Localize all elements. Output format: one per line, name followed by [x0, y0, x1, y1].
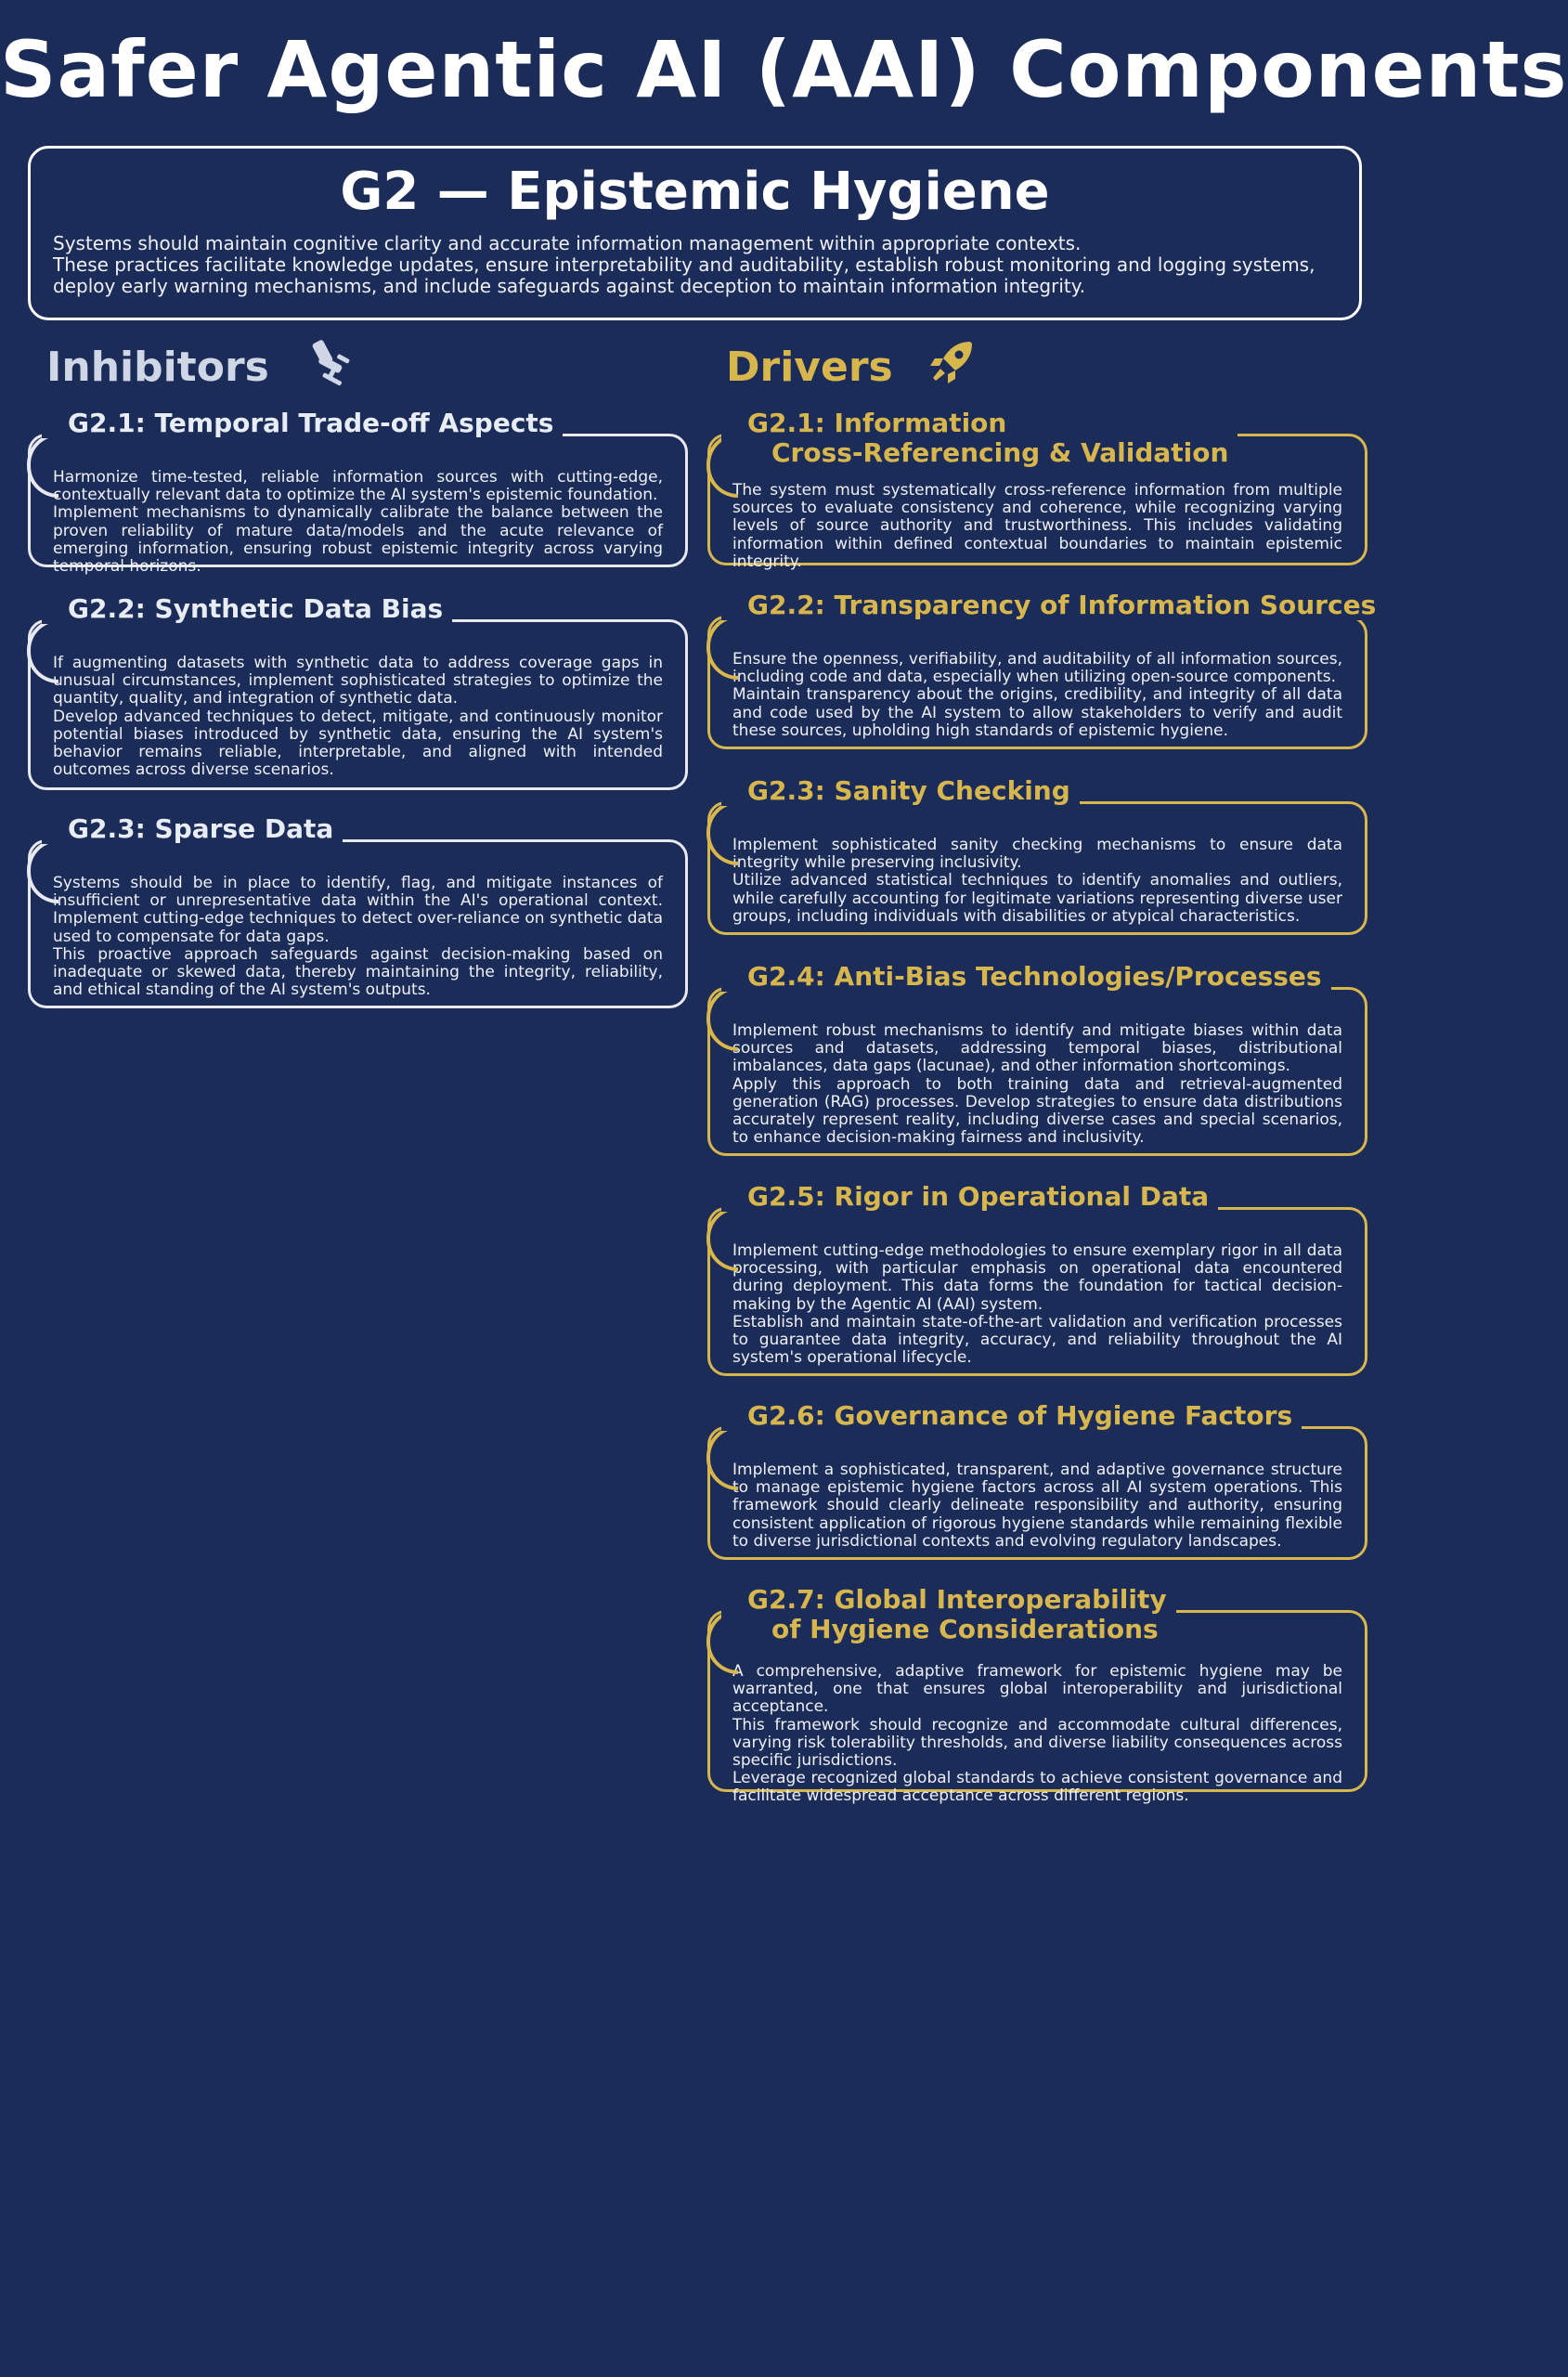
card-title	[721, 1401, 1302, 1431]
card-paragraph: Harmonize time-tested, reliable information sources with cutting-edge, contextually relevant data to optimize the AI system's epistemic foundation.	[53, 468, 663, 505]
driver-card	[707, 1584, 1367, 1806]
card-paragraph: Develop advanced techniques to detect, mitigate, and continuously monitor potential biases introduced by synthetic data, ensuring the AI system's behavior remains reliable, interpretable, and aligned with intended outcomes across diverse scenarios.	[53, 707, 663, 780]
card-paragraph: Systems should be in place to identify, flag, and mitigate instances of insufficient or unrepresentative data within the AI's operational context. Implement cutting-edge techniques to detect over-reliance on synthetic data used to compensate for data gaps.	[53, 874, 663, 946]
card-body	[732, 618, 1342, 740]
card-title-text-line2: of Hygiene Considerations	[771, 1614, 1159, 1644]
driver-card	[707, 961, 1367, 1156]
card-title-text: G2.2: Synthetic Data Bias	[68, 593, 444, 624]
card-paragraph: Apply this approach to both training data and retrieval-augmented generation (RAG) processes. Develop strategies to ensure data distributions accurately represent reality, including diverse cases and special scenarios, to enhance decision-making fairness and inclusivity.	[732, 1074, 1342, 1148]
card-paragraph: Establish and maintain state-of-the-art validation and verification processes to guarantee data integrity, accuracy, and reliability throughout the AI system's operational lifecycle.	[732, 1312, 1342, 1368]
card-title-text: G2.7: Global Interoperability	[747, 1584, 1167, 1615]
card-bracket	[706, 615, 738, 680]
inhibitors-heading	[46, 338, 356, 396]
card-body	[53, 436, 663, 576]
card-bracket	[706, 1425, 738, 1490]
card-title	[721, 776, 1080, 806]
card-paragraph: Implement sophisticated sanity checking mechanisms to ensure data integrity while preserving inclusivity.	[732, 836, 1342, 873]
card-paragraph: Implement cutting-edge methodologies to ensure exemplary rigor in all data processing, with particular emphasis on operational data encountered during deployment. This data forms the foundation for tactical decision-making by the Agentic AI (AAI) system.	[732, 1241, 1342, 1314]
card-body	[732, 1429, 1342, 1551]
inhibitor-card	[28, 408, 688, 577]
page-title: Safer Agentic AI (AAI) Components	[0, 24, 1568, 115]
driver-card	[707, 1181, 1367, 1376]
card-paragraph: The system must systematically cross-reference information from multiple sources to evaluate consistency and coherence, while recognizing varying levels of source authority and trustworthiness. This includes validating information within defined contextual boundaries to maintain epistemic integrity.	[732, 481, 1342, 571]
card-title-text: G2.2: Transparency of Information Sources	[747, 590, 1377, 620]
section-intro-box	[28, 146, 1362, 320]
card-title	[721, 1585, 1176, 1644]
card-body	[53, 842, 663, 999]
office-chair-icon	[304, 338, 356, 396]
card-title-text: G2.5: Rigor in Operational Data	[747, 1181, 1210, 1212]
drivers-heading	[726, 338, 976, 396]
card-paragraph: Implement a sophisticated, transparent, and adaptive governance structure to manage epistemic hygiene factors across all AI system operations. This framework should clearly delineate responsibility and authority, ensuring consistent application of rigorous hygiene standards while remaining flexible to diverse jurisdictional contexts and evolving regulatory landscapes.	[732, 1461, 1342, 1551]
card-title	[42, 814, 343, 844]
card-paragraph: Ensure the openness, verifiability, and auditability of all information sources, including code and data, especially when utilizing open-source components.	[732, 650, 1342, 687]
card-title-text: G2.3: Sanity Checking	[747, 775, 1070, 806]
section-paragraph: Systems should maintain cognitive clarity and accurate information management within appropriate contexts.	[53, 232, 1082, 254]
section-description	[53, 233, 1337, 297]
driver-card	[707, 1400, 1367, 1560]
card-title-text: G2.4: Anti-Bias Technologies/Processes	[747, 961, 1322, 992]
card-body	[732, 990, 1342, 1147]
card-title	[42, 594, 452, 624]
inhibitor-card	[28, 813, 688, 1008]
card-body	[732, 804, 1342, 926]
card-paragraph: Utilize advanced statistical techniques to identify anomalies and outliers, while carefully accounting for legitimate variations representing diverse user groups, including individuals with disabilities or atypical characteristics.	[732, 871, 1342, 926]
card-title-text-line2: Cross-Referencing & Validation	[771, 437, 1229, 468]
card-title	[721, 591, 1385, 620]
card-paragraph: A comprehensive, adaptive framework for epistemic hygiene may be warranted, one that ensures global interoperability and jurisdictional acceptance.	[732, 1662, 1342, 1717]
inhibitors-heading-label: Inhibitors	[46, 344, 269, 391]
card-bracket	[706, 800, 738, 865]
card-bracket	[27, 838, 58, 903]
card-bracket	[706, 986, 738, 1051]
card-title	[721, 409, 1238, 468]
card-title	[721, 1182, 1218, 1212]
driver-card	[707, 775, 1367, 935]
card-title-text: G2.1: Information	[747, 408, 1007, 438]
card-paragraph: This proactive approach safeguards against decision-making based on inadequate or skewed data, thereby maintaining the integrity, reliability, and ethical standing of the AI system's outputs.	[53, 944, 663, 1000]
card-body	[53, 622, 663, 779]
section-title: G2 — Epistemic Hygiene	[340, 162, 1050, 222]
driver-card	[707, 408, 1367, 571]
card-title	[42, 409, 563, 438]
driver-card	[707, 590, 1377, 749]
card-paragraph: Implement robust mechanisms to identify and mitigate biases within data sources and datasets, addressing temporal biases, distributional imbalances, data gaps (lacunae), and other information shortcomings.	[732, 1021, 1342, 1076]
card-bracket	[27, 433, 58, 498]
card-bracket	[27, 618, 58, 683]
card-paragraph: This framework should recognize and accommodate cultural differences, varying risk tolerability thresholds, and diverse liability consequences across specific jurisdictions.	[732, 1715, 1342, 1771]
section-paragraph: These practices facilitate knowledge updates, ensure interpretability and auditability, establish robust monitoring and logging systems, deploy early warning mechanisms, and include safeguards against deception to maintain information integrity.	[53, 253, 1315, 297]
card-body	[732, 1210, 1342, 1367]
card-title-text: G2.6: Governance of Hygiene Factors	[747, 1400, 1293, 1431]
card-bracket	[706, 1206, 738, 1271]
card-paragraph: Maintain transparency about the origins, credibility, and integrity of all data and code used by the AI system to allow stakeholders to verify and audit these sources, upholding high standards of epistemic hygiene.	[732, 685, 1342, 740]
card-title-text: G2.3: Sparse Data	[68, 813, 334, 844]
card-title	[721, 962, 1331, 992]
inhibitor-card	[28, 593, 688, 790]
rocket-icon	[927, 338, 976, 396]
card-paragraph: Leverage recognized global standards to achieve consistent governance and facilitate widespread acceptance across different regions.	[732, 1769, 1342, 1806]
card-paragraph: If augmenting datasets with synthetic data to address coverage gaps in unusual circumstances, implement sophisticated strategies to optimize the quantity, quality, and integration of synthetic data.	[53, 654, 663, 708]
drivers-heading-label: Drivers	[726, 344, 893, 391]
card-title-text: G2.1: Temporal Trade-off Aspects	[68, 408, 554, 438]
card-paragraph: Implement mechanisms to dynamically calibrate the balance between the proven reliability of mature data/models and the acute relevance of emerging information, ensuring robust epistemic integrity across varying temporal horizons.	[53, 503, 663, 577]
